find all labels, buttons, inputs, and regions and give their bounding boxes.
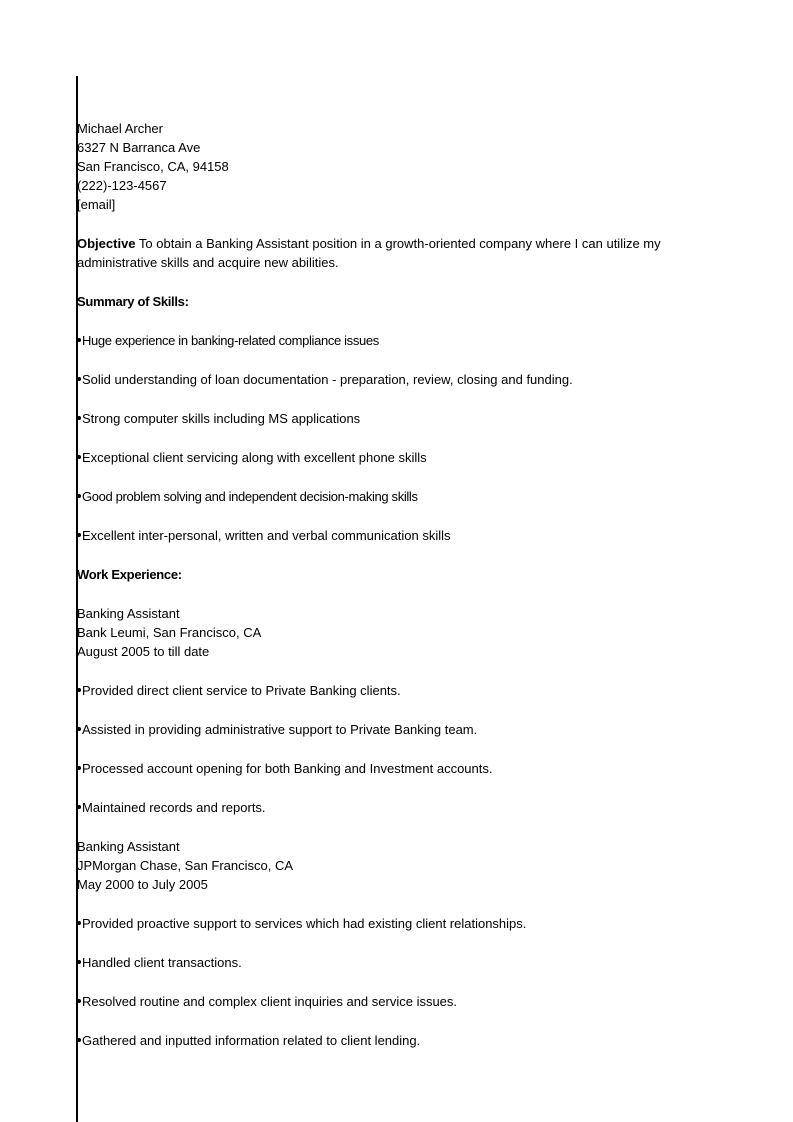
duty-item: Provided direct client service to Private Banking clients. (77, 681, 687, 700)
skills-heading: Summary of Skills: (77, 294, 189, 309)
spacer (77, 311, 687, 331)
bullet-icon (77, 494, 81, 498)
spacer (77, 272, 687, 292)
skill-item: Exceptional client servicing along with excellent phone skills (77, 448, 687, 467)
duty-item: Provided proactive support to services which had existing client relationships. (77, 914, 687, 933)
contact-city: San Francisco, CA, 94158 (77, 159, 229, 174)
skill-item: Excellent inter-personal, written and verbal communication skills (77, 526, 687, 545)
skill-item: Strong computer skills including MS applications (77, 409, 687, 428)
objective-text: To obtain a Banking Assistant position in a growth-oriented company where I can utilize my administrative skills and acquire new abilities. (77, 236, 661, 270)
bullet-icon (77, 377, 81, 381)
spacer (77, 389, 687, 409)
spacer (77, 661, 687, 681)
objective-label: Objective (77, 236, 136, 251)
duty-item: Gathered and inputted information related to client lending. (77, 1031, 687, 1050)
spacer (77, 467, 687, 487)
bullet-icon (77, 805, 81, 809)
bullet-icon (77, 455, 81, 459)
resume-content (77, 119, 687, 1050)
contact-name: Michael Archer (77, 121, 163, 136)
job-block (77, 604, 687, 661)
bullet-icon (77, 1038, 81, 1042)
job-dates: August 2005 to till date (77, 644, 210, 659)
contact-email: [email] (77, 197, 116, 212)
contact-block (77, 119, 687, 214)
skill-item: Solid understanding of loan documentation - preparation, review, closing and funding. (77, 370, 687, 389)
bullet-icon (77, 999, 81, 1003)
skill-item: Huge experience in banking-related compliance issues (77, 331, 687, 350)
duty-item: Processed account opening for both Banking and Investment accounts. (77, 759, 687, 778)
contact-phone: (222)-123-4567 (77, 178, 167, 193)
spacer (77, 894, 687, 914)
job-company: Bank Leumi, San Francisco, CA (77, 625, 262, 640)
bullet-icon (77, 960, 81, 964)
skill-item: Good problem solving and independent decision-making skills (77, 487, 687, 506)
spacer (77, 506, 687, 526)
job-dates: May 2000 to July 2005 (77, 877, 208, 892)
bullet-icon (77, 338, 81, 342)
spacer (77, 778, 687, 798)
job-title: Banking Assistant (77, 839, 180, 854)
spacer (77, 214, 687, 234)
experience-heading: Work Experience: (77, 567, 182, 582)
job-block (77, 837, 687, 894)
duty-item: Handled client transactions. (77, 953, 687, 972)
spacer (77, 584, 687, 604)
bullet-icon (77, 727, 81, 731)
spacer (77, 700, 687, 720)
bullet-icon (77, 416, 81, 420)
spacer (77, 933, 687, 953)
bullet-icon (77, 921, 81, 925)
duty-item: Maintained records and reports. (77, 798, 687, 817)
spacer (77, 739, 687, 759)
spacer (77, 545, 687, 565)
bullet-icon (77, 533, 81, 537)
spacer (77, 817, 687, 837)
contact-street: 6327 N Barranca Ave (77, 140, 201, 155)
job-title: Banking Assistant (77, 606, 180, 621)
spacer (77, 972, 687, 992)
spacer (77, 1011, 687, 1031)
spacer (77, 350, 687, 370)
objective-paragraph (77, 234, 677, 272)
duty-item: Resolved routine and complex client inquiries and service issues. (77, 992, 687, 1011)
bullet-icon (77, 688, 81, 692)
job-company: JPMorgan Chase, San Francisco, CA (77, 858, 294, 873)
duty-item: Assisted in providing administrative support to Private Banking team. (77, 720, 687, 739)
bullet-icon (77, 766, 81, 770)
spacer (77, 428, 687, 448)
